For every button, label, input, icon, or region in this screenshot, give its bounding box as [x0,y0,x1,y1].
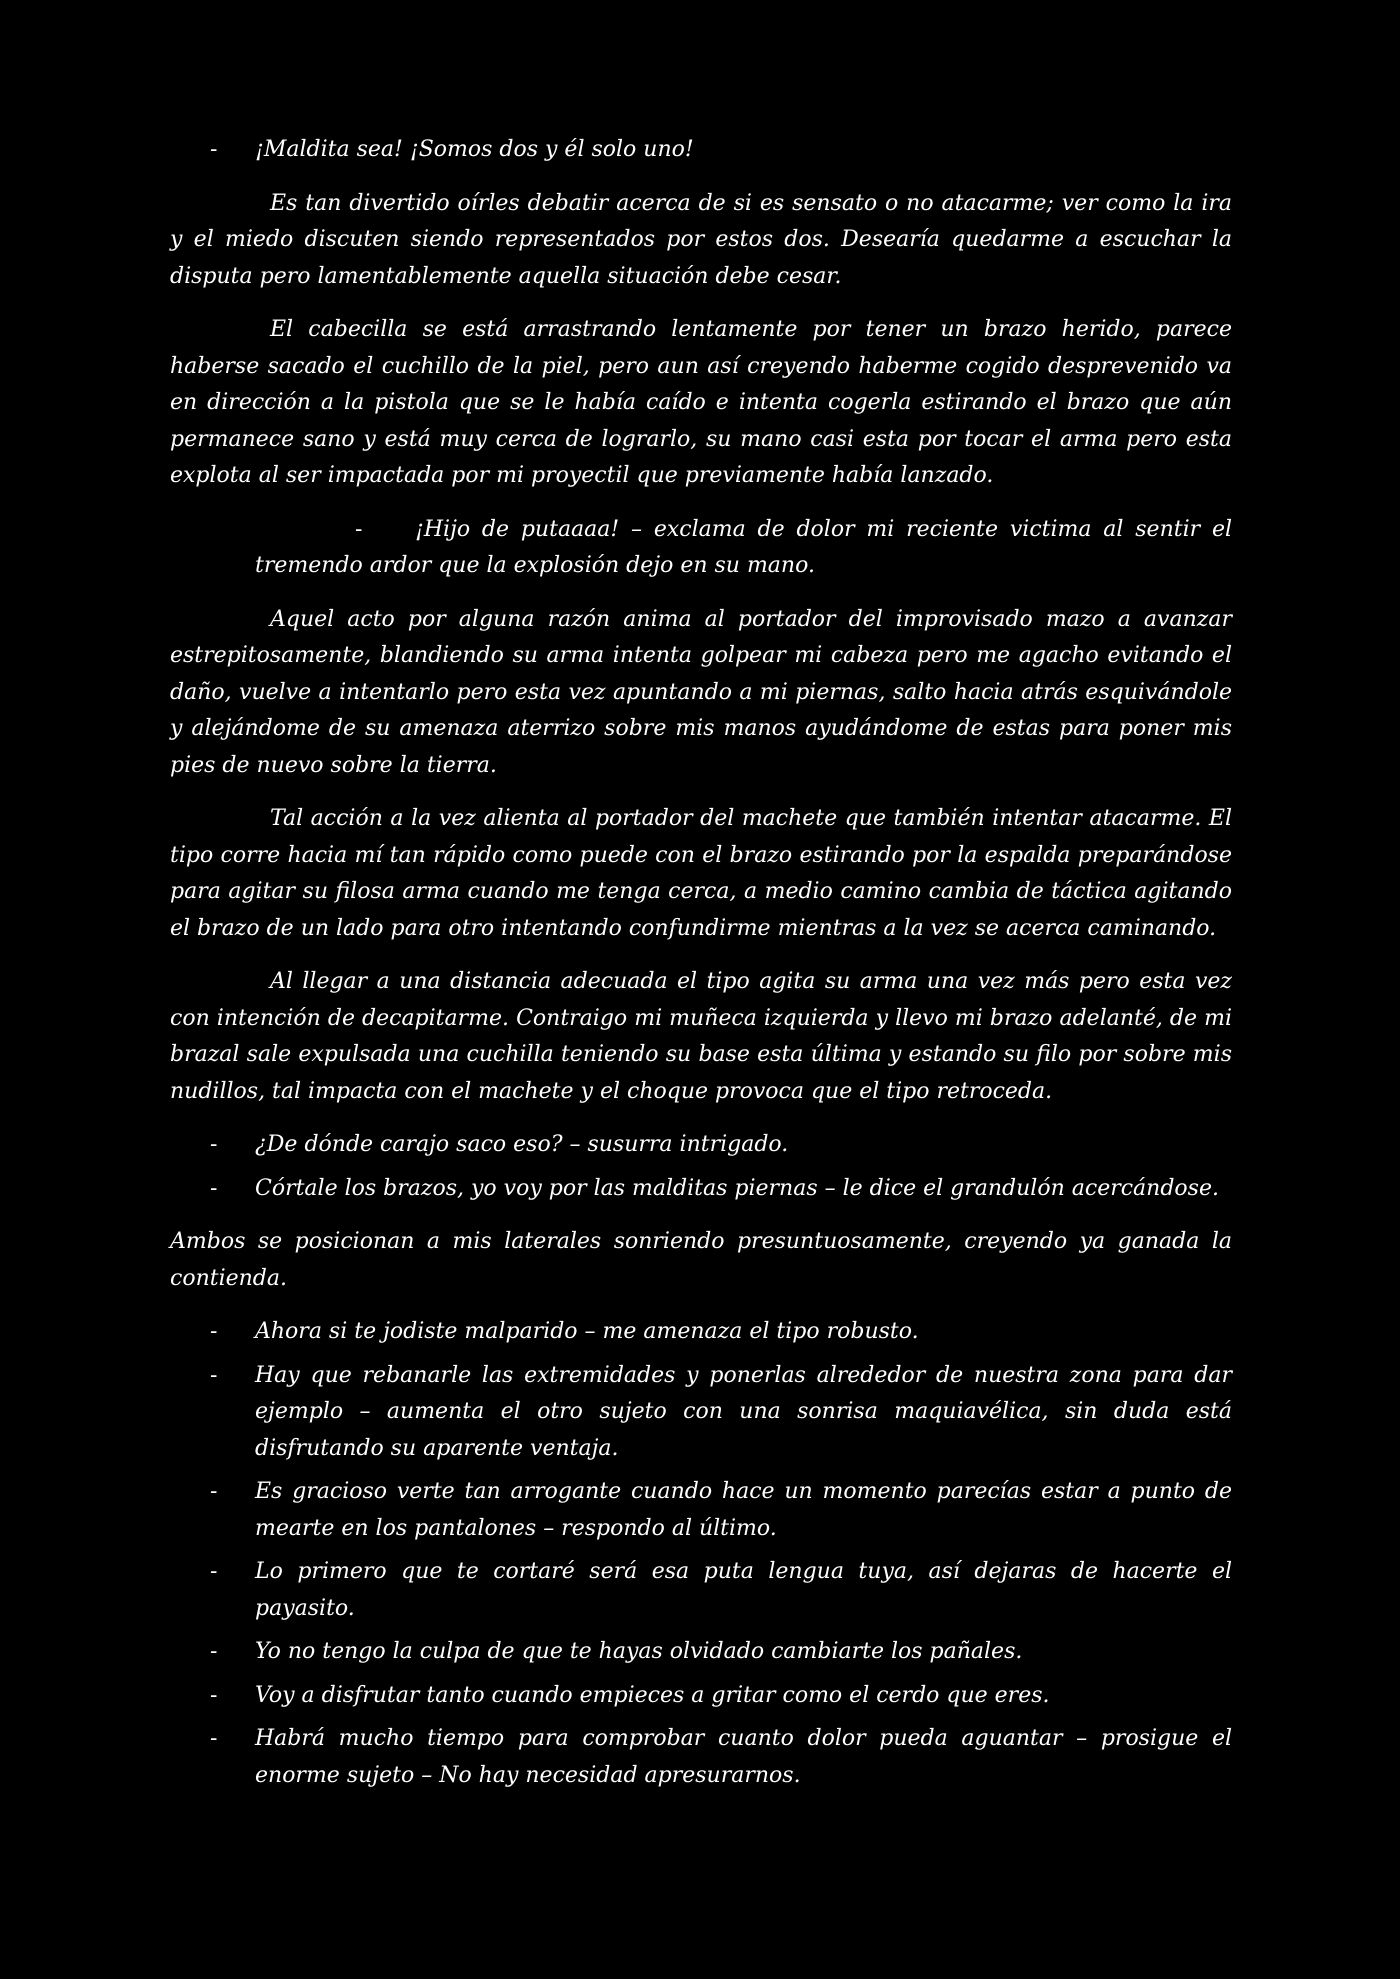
dialogue-dash: - [210,1319,218,1344]
dialogue-text: Hay que rebanarle las extremidades y ponerlas alrededor de nuestra zona para dar ejemplo – aumenta el otro sujeto con una sonrisa maquiavélica, sin duda está disfrutando su aparente ventaja. [255,1362,1232,1461]
dialogue-dash: - [355,516,363,542]
dialogue-text: ¡Maldita sea! ¡Somos dos y él solo uno! [255,137,694,162]
dialogue-dash: - [210,1362,218,1388]
dialogue-dash: - [210,1559,218,1584]
dialogue-text: Lo primero que te cortaré será esa puta lengua tuya, así dejaras de hacerte el payasito. [255,1559,1232,1621]
dialogue-text: Voy a disfrutar tanto cuando empieces a gritar como el cerdo que eres. [255,1682,1050,1708]
paragraph: El cabecilla se está arrastrando lentamente por tener un brazo herido, parece haberse sacado el cuchillo de la piel, pero aun así creyendo haberme cogido desprevenido va en dirección a la pistola que se le había caído e intenta cogerla estirando el brazo que aún permanece sano y está muy cerca de lograrlo, su mano casi esta por tocar el arma pero esta explota al ser impactada por mi proyectil que previamente había lanzado. [170,317,1232,488]
dialogue-text: Habrá mucho tiempo para comprobar cuanto dolor pueda aguantar – prosigue el enorme sujeto – No hay necesidad apresurarnos. [255,1726,1232,1788]
dialogue-dash: - [210,1682,218,1708]
dialogue-line [170,512,1232,585]
dialogue-line [170,1358,1232,1468]
dialogue-line [170,1127,1232,1164]
dialogue-line [170,132,1232,169]
dialogue-text: Es gracioso verte tan arrogante cuando hace un momento parecías estar a punto de mearte en los pantalones – respondo al último. [255,1479,1232,1541]
paragraph: Tal acción a la vez alienta al portador del machete que también intentar atacarme. El tipo corre hacia mí tan rápido como puede con el brazo estirando por la espalda preparándose para agitar su filosa arma cuando me tenga cerca, a medio camino cambia de táctica agitando el brazo de un lado para otro intentando confundirme mientras a la vez se acerca caminando. [170,806,1232,941]
dialogue-dash: - [210,1726,218,1751]
dialogue-text: ¿De dónde carajo saco eso? – susurra intrigado. [255,1132,789,1157]
dialogue-dash: - [210,1639,218,1664]
dialogue-dash: - [210,1479,218,1504]
dialogue-text: ¡Hijo de putaaaa! – exclama de dolor mi reciente victima al sentir el tremendo ardor que la explosión dejo en su mano. [255,516,1232,578]
paragraph: Al llegar a una distancia adecuada el tipo agita su arma una vez más pero esta vez con intención de decapitarme. Contraigo mi muñeca izquierda y llevo mi brazo adelanté, de mi brazal sale expulsada una cuchilla teniendo su base esta última y estando su filo por sobre mis nudillos, tal impacta con el machete y el choque provoca que el tipo retroceda. [170,969,1232,1104]
document-body [170,132,1232,1801]
dialogue-line [170,1474,1232,1547]
dialogue-text: Ahora si te jodiste malparido – me amenaza el tipo robusto. [255,1319,919,1344]
dialogue-line [170,1721,1232,1794]
dialogue-text: Yo no tengo la culpa de que te hayas olvidado cambiarte los pañales. [255,1639,1023,1664]
dialogue-text: Córtale los brazos, yo voy por las malditas piernas – le dice el grandulón acercándose. [255,1175,1219,1201]
dialogue-line [170,1314,1232,1351]
paragraph: Ambos se posicionan a mis laterales sonriendo presuntuosamente, creyendo ya ganada la contienda. [170,1229,1232,1291]
paragraph: Es tan divertido oírles debatir acerca de si es sensato o no atacarme; ver como la ira y el miedo discuten siendo representados por estos dos. Desearía quedarme a escuchar la disputa pero lamentablemente aquella situación debe cesar. [170,190,1232,289]
dialogue-line [170,1634,1232,1671]
paragraph: Aquel acto por alguna razón anima al portador del improvisado mazo a avanzar estrepitosamente, blandiendo su arma intenta golpear mi cabeza pero me agacho evitando el daño, vuelve a intentarlo pero esta vez apuntando a mi piernas, salto hacia atrás esquivándole y alejándome de su amenaza aterrizo sobre mis manos ayudándome de estas para poner mis pies de nuevo sobre la tierra. [170,606,1232,778]
dialogue-line [170,1171,1232,1208]
dialogue-line [170,1554,1232,1627]
dialogue-dash: - [210,1175,218,1201]
dialogue-dash: - [210,137,218,162]
dialogue-dash: - [210,1132,218,1157]
dialogue-line [170,1678,1232,1715]
